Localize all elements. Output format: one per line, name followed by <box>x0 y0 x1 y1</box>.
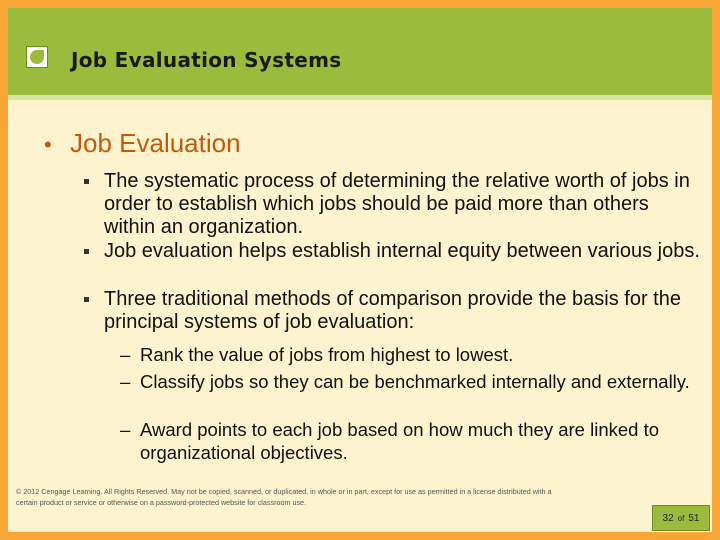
sub-bullet-text: Classify jobs so they can be benchmarked internally and externally. <box>140 371 690 392</box>
list-item <box>84 288 704 334</box>
page-current: 32 <box>662 512 674 524</box>
dash-bullet-icon: – <box>120 419 131 440</box>
bullet-text: The systematic process of determining the relative worth of jobs in order to establish which jobs should be paid more than others within an organization. <box>104 170 690 238</box>
heading-bullet <box>44 128 241 159</box>
sub-bullet-text: Award points to each job based on how much they are linked to organizational objectives. <box>140 419 660 463</box>
dash-bullet-icon: – <box>120 344 131 365</box>
slide-title: Job Evaluation Systems <box>71 48 342 72</box>
round-bullet-icon: • <box>44 132 52 157</box>
sub-bullet-text: Rank the value of jobs from highest to lowest. <box>140 344 514 365</box>
square-bullet-icon <box>84 249 89 254</box>
bullet-text: Three traditional methods of comparison provide the basis for the principal systems of job evaluation: <box>104 288 681 333</box>
list-item <box>84 240 704 263</box>
page-of-label: of <box>677 513 685 523</box>
sub-list-item <box>120 370 705 393</box>
sub-list-item <box>120 418 705 464</box>
sub-list-item <box>120 343 705 366</box>
square-bullet-icon <box>84 179 89 184</box>
page-number-badge <box>652 505 710 531</box>
title-bar <box>8 8 712 100</box>
slide <box>8 8 712 532</box>
square-bullet-icon <box>84 297 89 302</box>
page-total: 51 <box>688 512 700 524</box>
bullet-text: Job evaluation helps establish internal equity between various jobs. <box>104 240 700 262</box>
dash-bullet-icon: – <box>120 371 131 392</box>
list-item <box>84 170 704 239</box>
copyright-footer: © 2012 Cengage Learning. All Rights Reserved. May not be copied, scanned, or duplicated, in whole or in part, except for use as permitted in a license distributed with a certain product or service or otherwise on a password-protected website for classroom use. <box>16 487 552 507</box>
title-accent-line <box>8 95 712 100</box>
slide-corner-icon <box>26 46 48 68</box>
heading-text: Job Evaluation <box>70 128 241 158</box>
